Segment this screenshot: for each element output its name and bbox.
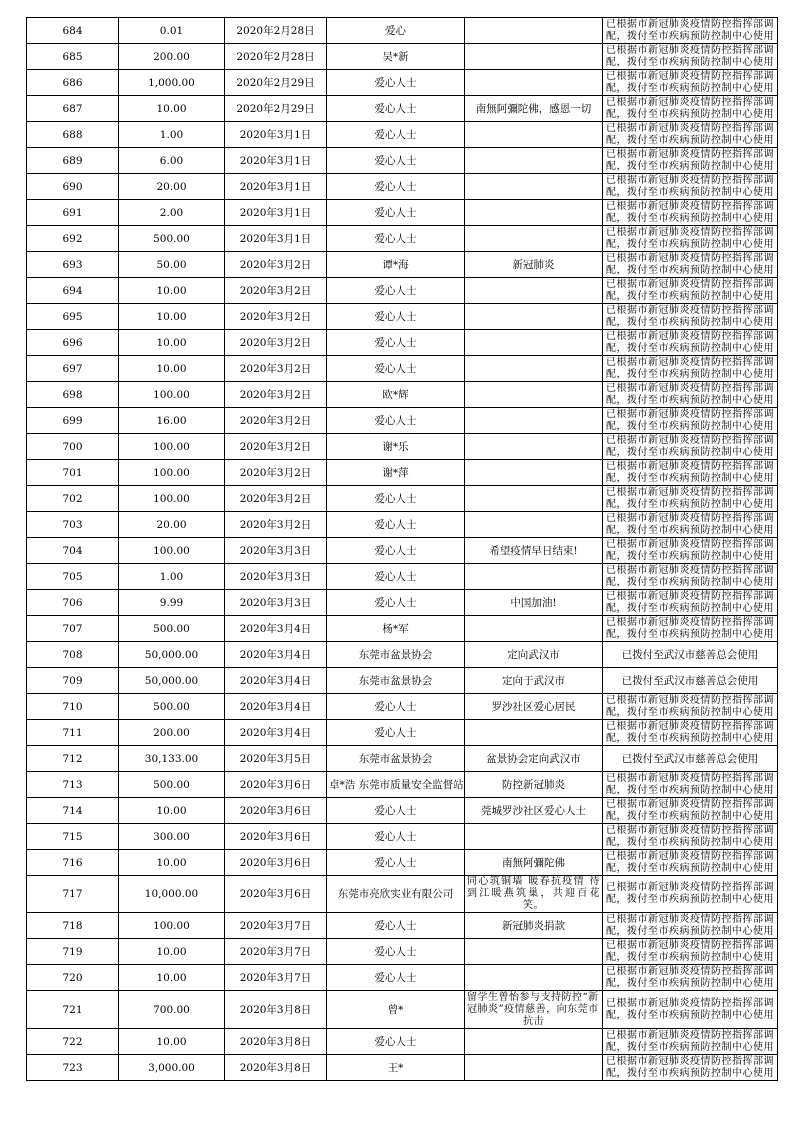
table-row bbox=[27, 44, 778, 70]
date-cell: 2020年3月7日 bbox=[225, 939, 327, 965]
date-cell: 2020年3月7日 bbox=[225, 913, 327, 939]
note-cell: 新冠肺炎捐款 bbox=[465, 913, 603, 939]
note-cell bbox=[465, 939, 603, 965]
serial-number-cell: 722 bbox=[27, 1029, 119, 1055]
amount-cell: 10.00 bbox=[119, 96, 225, 122]
table-row bbox=[27, 876, 778, 913]
usage-cell: 已拨付至武汉市慈善总会使用 bbox=[603, 642, 778, 668]
usage-cell: 已根据市新冠肺炎疫情防控指挥部调配，拨付至市疾病预防控制中心使用 bbox=[603, 148, 778, 174]
table-row bbox=[27, 798, 778, 824]
note-cell bbox=[465, 382, 603, 408]
donor-cell: 爱心人士 bbox=[327, 96, 465, 122]
date-cell: 2020年3月1日 bbox=[225, 174, 327, 200]
note-cell bbox=[465, 1055, 603, 1081]
note-cell bbox=[465, 460, 603, 486]
serial-number-cell: 716 bbox=[27, 850, 119, 876]
date-cell: 2020年3月6日 bbox=[225, 772, 327, 798]
table-row bbox=[27, 772, 778, 798]
donor-cell: 东莞市盆景协会 bbox=[327, 642, 465, 668]
note-cell bbox=[465, 174, 603, 200]
amount-cell: 100.00 bbox=[119, 486, 225, 512]
table-row bbox=[27, 200, 778, 226]
amount-cell: 20.00 bbox=[119, 512, 225, 538]
amount-cell: 100.00 bbox=[119, 382, 225, 408]
table-row bbox=[27, 122, 778, 148]
serial-number-cell: 684 bbox=[27, 18, 119, 44]
note-cell: 盆景协会定向武汉市 bbox=[465, 746, 603, 772]
donor-cell: 王* bbox=[327, 1055, 465, 1081]
serial-number-cell: 690 bbox=[27, 174, 119, 200]
table-row bbox=[27, 382, 778, 408]
amount-cell: 1.00 bbox=[119, 122, 225, 148]
date-cell: 2020年3月6日 bbox=[225, 850, 327, 876]
donor-cell: 爱心人士 bbox=[327, 538, 465, 564]
donor-cell: 爱心人士 bbox=[327, 304, 465, 330]
date-cell: 2020年2月29日 bbox=[225, 96, 327, 122]
usage-cell: 已根据市新冠肺炎疫情防控指挥部调配，拨付至市疾病预防控制中心使用 bbox=[603, 382, 778, 408]
amount-cell: 200.00 bbox=[119, 720, 225, 746]
usage-cell: 已根据市新冠肺炎疫情防控指挥部调配，拨付至市疾病预防控制中心使用 bbox=[603, 434, 778, 460]
serial-number-cell: 710 bbox=[27, 694, 119, 720]
table-row bbox=[27, 304, 778, 330]
note-cell bbox=[465, 564, 603, 590]
table-row bbox=[27, 538, 778, 564]
note-cell: 中国加油! bbox=[465, 590, 603, 616]
date-cell: 2020年3月6日 bbox=[225, 876, 327, 913]
amount-cell: 10.00 bbox=[119, 965, 225, 991]
date-cell: 2020年3月7日 bbox=[225, 965, 327, 991]
table-row bbox=[27, 434, 778, 460]
donor-cell: 爱心人士 bbox=[327, 965, 465, 991]
usage-cell: 已根据市新冠肺炎疫情防控指挥部调配，拨付至市疾病预防控制中心使用 bbox=[603, 226, 778, 252]
amount-cell: 10.00 bbox=[119, 330, 225, 356]
serial-number-cell: 719 bbox=[27, 939, 119, 965]
donor-cell: 东莞市亮欣实业有限公司 bbox=[327, 876, 465, 913]
date-cell: 2020年3月8日 bbox=[225, 1055, 327, 1081]
table-row bbox=[27, 252, 778, 278]
table-row bbox=[27, 330, 778, 356]
usage-cell: 已根据市新冠肺炎疫情防控指挥部调配，拨付至市疾病预防控制中心使用 bbox=[603, 824, 778, 850]
usage-cell: 已根据市新冠肺炎疫情防控指挥部调配，拨付至市疾病预防控制中心使用 bbox=[603, 278, 778, 304]
note-cell bbox=[465, 330, 603, 356]
table-row bbox=[27, 18, 778, 44]
table-row bbox=[27, 96, 778, 122]
serial-number-cell: 712 bbox=[27, 746, 119, 772]
amount-cell: 700.00 bbox=[119, 991, 225, 1029]
serial-number-cell: 701 bbox=[27, 460, 119, 486]
table-row bbox=[27, 590, 778, 616]
amount-cell: 100.00 bbox=[119, 538, 225, 564]
table-row bbox=[27, 356, 778, 382]
date-cell: 2020年3月3日 bbox=[225, 564, 327, 590]
donor-cell: 爱心人士 bbox=[327, 798, 465, 824]
date-cell: 2020年3月2日 bbox=[225, 252, 327, 278]
donor-cell: 爱心人士 bbox=[327, 1029, 465, 1055]
table-row bbox=[27, 642, 778, 668]
table-row bbox=[27, 70, 778, 96]
usage-cell: 已根据市新冠肺炎疫情防控指挥部调配，拨付至市疾病预防控制中心使用 bbox=[603, 96, 778, 122]
amount-cell: 50.00 bbox=[119, 252, 225, 278]
serial-number-cell: 694 bbox=[27, 278, 119, 304]
serial-number-cell: 707 bbox=[27, 616, 119, 642]
usage-cell: 已根据市新冠肺炎疫情防控指挥部调配，拨付至市疾病预防控制中心使用 bbox=[603, 694, 778, 720]
serial-number-cell: 703 bbox=[27, 512, 119, 538]
donor-cell: 卓*浩 东莞市质量安全监督站 bbox=[327, 772, 465, 798]
amount-cell: 50,000.00 bbox=[119, 668, 225, 694]
note-cell bbox=[465, 304, 603, 330]
usage-cell: 已根据市新冠肺炎疫情防控指挥部调配，拨付至市疾病预防控制中心使用 bbox=[603, 616, 778, 642]
donor-cell: 爱心人士 bbox=[327, 590, 465, 616]
serial-number-cell: 723 bbox=[27, 1055, 119, 1081]
date-cell: 2020年3月2日 bbox=[225, 512, 327, 538]
date-cell: 2020年3月2日 bbox=[225, 486, 327, 512]
amount-cell: 300.00 bbox=[119, 824, 225, 850]
note-cell: 留学生曾怡参与支持防控“新冠肺炎”疫情慈善，向东莞市抗击 bbox=[465, 991, 603, 1029]
usage-cell: 已根据市新冠肺炎疫情防控指挥部调配，拨付至市疾病预防控制中心使用 bbox=[603, 44, 778, 70]
serial-number-cell: 706 bbox=[27, 590, 119, 616]
serial-number-cell: 697 bbox=[27, 356, 119, 382]
note-cell bbox=[465, 512, 603, 538]
note-cell: 罗沙社区爱心居民 bbox=[465, 694, 603, 720]
note-cell bbox=[465, 616, 603, 642]
donor-cell: 东莞市盆景协会 bbox=[327, 746, 465, 772]
amount-cell: 10.00 bbox=[119, 356, 225, 382]
donor-cell: 爱心人士 bbox=[327, 174, 465, 200]
amount-cell: 20.00 bbox=[119, 174, 225, 200]
serial-number-cell: 708 bbox=[27, 642, 119, 668]
table-row bbox=[27, 850, 778, 876]
date-cell: 2020年3月2日 bbox=[225, 356, 327, 382]
amount-cell: 100.00 bbox=[119, 434, 225, 460]
usage-cell: 已根据市新冠肺炎疫情防控指挥部调配，拨付至市疾病预防控制中心使用 bbox=[603, 913, 778, 939]
usage-cell: 已拨付至武汉市慈善总会使用 bbox=[603, 746, 778, 772]
donor-cell: 爱心人士 bbox=[327, 850, 465, 876]
donor-cell: 爱心人士 bbox=[327, 278, 465, 304]
date-cell: 2020年3月5日 bbox=[225, 746, 327, 772]
date-cell: 2020年3月6日 bbox=[225, 824, 327, 850]
serial-number-cell: 709 bbox=[27, 668, 119, 694]
note-cell bbox=[465, 18, 603, 44]
donor-cell: 爱心 bbox=[327, 18, 465, 44]
serial-number-cell: 692 bbox=[27, 226, 119, 252]
table-row bbox=[27, 564, 778, 590]
note-cell bbox=[465, 434, 603, 460]
table-row bbox=[27, 460, 778, 486]
amount-cell: 10.00 bbox=[119, 1029, 225, 1055]
date-cell: 2020年3月4日 bbox=[225, 642, 327, 668]
donor-cell: 爱心人士 bbox=[327, 408, 465, 434]
amount-cell: 9.99 bbox=[119, 590, 225, 616]
serial-number-cell: 699 bbox=[27, 408, 119, 434]
usage-cell: 已拨付至武汉市慈善总会使用 bbox=[603, 668, 778, 694]
amount-cell: 3,000.00 bbox=[119, 1055, 225, 1081]
usage-cell: 已根据市新冠肺炎疫情防控指挥部调配，拨付至市疾病预防控制中心使用 bbox=[603, 876, 778, 913]
date-cell: 2020年2月28日 bbox=[225, 44, 327, 70]
table-row bbox=[27, 486, 778, 512]
date-cell: 2020年3月3日 bbox=[225, 590, 327, 616]
donation-table-body bbox=[27, 18, 778, 1081]
usage-cell: 已根据市新冠肺炎疫情防控指挥部调配，拨付至市疾病预防控制中心使用 bbox=[603, 512, 778, 538]
usage-cell: 已根据市新冠肺炎疫情防控指挥部调配，拨付至市疾病预防控制中心使用 bbox=[603, 70, 778, 96]
usage-cell: 已根据市新冠肺炎疫情防控指挥部调配，拨付至市疾病预防控制中心使用 bbox=[603, 772, 778, 798]
donor-cell: 欧*辉 bbox=[327, 382, 465, 408]
note-cell bbox=[465, 965, 603, 991]
note-cell bbox=[465, 44, 603, 70]
date-cell: 2020年3月8日 bbox=[225, 991, 327, 1029]
table-row bbox=[27, 616, 778, 642]
table-row bbox=[27, 148, 778, 174]
usage-cell: 已根据市新冠肺炎疫情防控指挥部调配，拨付至市疾病预防控制中心使用 bbox=[603, 798, 778, 824]
date-cell: 2020年3月2日 bbox=[225, 434, 327, 460]
note-cell: 南無阿彌陀佛 bbox=[465, 850, 603, 876]
serial-number-cell: 696 bbox=[27, 330, 119, 356]
note-cell: 莞城罗沙社区爱心人士 bbox=[465, 798, 603, 824]
date-cell: 2020年3月2日 bbox=[225, 330, 327, 356]
usage-cell: 已根据市新冠肺炎疫情防控指挥部调配，拨付至市疾病预防控制中心使用 bbox=[603, 174, 778, 200]
donor-cell: 爱心人士 bbox=[327, 564, 465, 590]
donor-cell: 吴*新 bbox=[327, 44, 465, 70]
donor-cell: 爱心人士 bbox=[327, 330, 465, 356]
donor-cell: 爱心人士 bbox=[327, 122, 465, 148]
donor-cell: 爱心人士 bbox=[327, 200, 465, 226]
note-cell bbox=[465, 486, 603, 512]
note-cell bbox=[465, 720, 603, 746]
amount-cell: 10.00 bbox=[119, 939, 225, 965]
amount-cell: 10.00 bbox=[119, 798, 225, 824]
amount-cell: 10,000.00 bbox=[119, 876, 225, 913]
serial-number-cell: 713 bbox=[27, 772, 119, 798]
usage-cell: 已根据市新冠肺炎疫情防控指挥部调配，拨付至市疾病预防控制中心使用 bbox=[603, 991, 778, 1029]
serial-number-cell: 685 bbox=[27, 44, 119, 70]
serial-number-cell: 695 bbox=[27, 304, 119, 330]
serial-number-cell: 714 bbox=[27, 798, 119, 824]
date-cell: 2020年2月29日 bbox=[225, 70, 327, 96]
donor-cell: 爱心人士 bbox=[327, 148, 465, 174]
donation-table bbox=[26, 17, 778, 1081]
note-cell bbox=[465, 226, 603, 252]
date-cell: 2020年3月6日 bbox=[225, 798, 327, 824]
usage-cell: 已根据市新冠肺炎疫情防控指挥部调配，拨付至市疾病预防控制中心使用 bbox=[603, 1029, 778, 1055]
serial-number-cell: 698 bbox=[27, 382, 119, 408]
date-cell: 2020年3月2日 bbox=[225, 278, 327, 304]
donor-cell: 谢*乐 bbox=[327, 434, 465, 460]
table-row bbox=[27, 939, 778, 965]
note-cell: 定向于武汉市 bbox=[465, 668, 603, 694]
table-row bbox=[27, 746, 778, 772]
usage-cell: 已根据市新冠肺炎疫情防控指挥部调配，拨付至市疾病预防控制中心使用 bbox=[603, 18, 778, 44]
amount-cell: 10.00 bbox=[119, 304, 225, 330]
note-cell: 防控新冠肺炎 bbox=[465, 772, 603, 798]
usage-cell: 已根据市新冠肺炎疫情防控指挥部调配，拨付至市疾病预防控制中心使用 bbox=[603, 564, 778, 590]
usage-cell: 已根据市新冠肺炎疫情防控指挥部调配，拨付至市疾病预防控制中心使用 bbox=[603, 939, 778, 965]
table-row bbox=[27, 278, 778, 304]
date-cell: 2020年3月4日 bbox=[225, 720, 327, 746]
table-row bbox=[27, 694, 778, 720]
amount-cell: 30,133.00 bbox=[119, 746, 225, 772]
amount-cell: 2.00 bbox=[119, 200, 225, 226]
table-row bbox=[27, 824, 778, 850]
serial-number-cell: 717 bbox=[27, 876, 119, 913]
amount-cell: 16.00 bbox=[119, 408, 225, 434]
serial-number-cell: 691 bbox=[27, 200, 119, 226]
usage-cell: 已根据市新冠肺炎疫情防控指挥部调配，拨付至市疾病预防控制中心使用 bbox=[603, 850, 778, 876]
usage-cell: 已根据市新冠肺炎疫情防控指挥部调配，拨付至市疾病预防控制中心使用 bbox=[603, 408, 778, 434]
date-cell: 2020年3月2日 bbox=[225, 304, 327, 330]
date-cell: 2020年3月1日 bbox=[225, 200, 327, 226]
serial-number-cell: 720 bbox=[27, 965, 119, 991]
note-cell bbox=[465, 278, 603, 304]
serial-number-cell: 693 bbox=[27, 252, 119, 278]
usage-cell: 已根据市新冠肺炎疫情防控指挥部调配，拨付至市疾病预防控制中心使用 bbox=[603, 252, 778, 278]
amount-cell: 500.00 bbox=[119, 616, 225, 642]
donor-cell: 爱心人士 bbox=[327, 720, 465, 746]
usage-cell: 已根据市新冠肺炎疫情防控指挥部调配，拨付至市疾病预防控制中心使用 bbox=[603, 538, 778, 564]
serial-number-cell: 721 bbox=[27, 991, 119, 1029]
serial-number-cell: 700 bbox=[27, 434, 119, 460]
donor-cell: 爱心人士 bbox=[327, 913, 465, 939]
date-cell: 2020年3月2日 bbox=[225, 408, 327, 434]
date-cell: 2020年3月4日 bbox=[225, 694, 327, 720]
serial-number-cell: 718 bbox=[27, 913, 119, 939]
amount-cell: 1.00 bbox=[119, 564, 225, 590]
note-cell: 希望疫情早日结束! bbox=[465, 538, 603, 564]
amount-cell: 100.00 bbox=[119, 460, 225, 486]
serial-number-cell: 687 bbox=[27, 96, 119, 122]
table-row bbox=[27, 720, 778, 746]
serial-number-cell: 686 bbox=[27, 70, 119, 96]
note-cell bbox=[465, 70, 603, 96]
date-cell: 2020年3月4日 bbox=[225, 668, 327, 694]
amount-cell: 0.01 bbox=[119, 18, 225, 44]
usage-cell: 已根据市新冠肺炎疫情防控指挥部调配，拨付至市疾病预防控制中心使用 bbox=[603, 1055, 778, 1081]
note-cell: 新冠肺炎 bbox=[465, 252, 603, 278]
donor-cell: 爱心人士 bbox=[327, 356, 465, 382]
donor-cell: 爱心人士 bbox=[327, 824, 465, 850]
date-cell: 2020年3月1日 bbox=[225, 148, 327, 174]
usage-cell: 已根据市新冠肺炎疫情防控指挥部调配，拨付至市疾病预防控制中心使用 bbox=[603, 122, 778, 148]
date-cell: 2020年2月28日 bbox=[225, 18, 327, 44]
note-cell bbox=[465, 1029, 603, 1055]
donation-record-sheet bbox=[26, 17, 777, 1081]
amount-cell: 100.00 bbox=[119, 913, 225, 939]
date-cell: 2020年3月1日 bbox=[225, 226, 327, 252]
note-cell bbox=[465, 200, 603, 226]
serial-number-cell: 702 bbox=[27, 486, 119, 512]
donor-cell: 爱心人士 bbox=[327, 486, 465, 512]
amount-cell: 50,000.00 bbox=[119, 642, 225, 668]
amount-cell: 200.00 bbox=[119, 44, 225, 70]
table-row bbox=[27, 174, 778, 200]
usage-cell: 已根据市新冠肺炎疫情防控指挥部调配，拨付至市疾病预防控制中心使用 bbox=[603, 356, 778, 382]
donor-cell: 谭*海 bbox=[327, 252, 465, 278]
date-cell: 2020年3月3日 bbox=[225, 538, 327, 564]
usage-cell: 已根据市新冠肺炎疫情防控指挥部调配，拨付至市疾病预防控制中心使用 bbox=[603, 460, 778, 486]
amount-cell: 500.00 bbox=[119, 694, 225, 720]
note-cell bbox=[465, 824, 603, 850]
table-row bbox=[27, 226, 778, 252]
donor-cell: 杨*军 bbox=[327, 616, 465, 642]
note-cell bbox=[465, 148, 603, 174]
table-row bbox=[27, 512, 778, 538]
donor-cell: 谢*萍 bbox=[327, 460, 465, 486]
table-row bbox=[27, 965, 778, 991]
note-cell bbox=[465, 356, 603, 382]
usage-cell: 已根据市新冠肺炎疫情防控指挥部调配，拨付至市疾病预防控制中心使用 bbox=[603, 304, 778, 330]
usage-cell: 已根据市新冠肺炎疫情防控指挥部调配，拨付至市疾病预防控制中心使用 bbox=[603, 720, 778, 746]
serial-number-cell: 689 bbox=[27, 148, 119, 174]
amount-cell: 500.00 bbox=[119, 226, 225, 252]
usage-cell: 已根据市新冠肺炎疫情防控指挥部调配，拨付至市疾病预防控制中心使用 bbox=[603, 330, 778, 356]
date-cell: 2020年3月2日 bbox=[225, 460, 327, 486]
donor-cell: 爱心人士 bbox=[327, 512, 465, 538]
table-row bbox=[27, 1029, 778, 1055]
usage-cell: 已根据市新冠肺炎疫情防控指挥部调配，拨付至市疾病预防控制中心使用 bbox=[603, 965, 778, 991]
usage-cell: 已根据市新冠肺炎疫情防控指挥部调配，拨付至市疾病预防控制中心使用 bbox=[603, 486, 778, 512]
amount-cell: 6.00 bbox=[119, 148, 225, 174]
note-cell: 南無阿彌陀佛，感恩一切 bbox=[465, 96, 603, 122]
donor-cell: 爱心人士 bbox=[327, 70, 465, 96]
date-cell: 2020年3月2日 bbox=[225, 382, 327, 408]
date-cell: 2020年3月8日 bbox=[225, 1029, 327, 1055]
amount-cell: 1,000.00 bbox=[119, 70, 225, 96]
note-cell: 定向武汉市 bbox=[465, 642, 603, 668]
table-row bbox=[27, 913, 778, 939]
amount-cell: 10.00 bbox=[119, 850, 225, 876]
donor-cell: 爱心人士 bbox=[327, 694, 465, 720]
serial-number-cell: 704 bbox=[27, 538, 119, 564]
serial-number-cell: 711 bbox=[27, 720, 119, 746]
donor-cell: 爱心人士 bbox=[327, 226, 465, 252]
serial-number-cell: 688 bbox=[27, 122, 119, 148]
table-row bbox=[27, 1055, 778, 1081]
donor-cell: 东莞市盆景协会 bbox=[327, 668, 465, 694]
table-row bbox=[27, 991, 778, 1029]
serial-number-cell: 715 bbox=[27, 824, 119, 850]
date-cell: 2020年3月4日 bbox=[225, 616, 327, 642]
table-row bbox=[27, 668, 778, 694]
amount-cell: 10.00 bbox=[119, 278, 225, 304]
donor-cell: 爱心人士 bbox=[327, 939, 465, 965]
note-cell bbox=[465, 122, 603, 148]
donor-cell: 曾* bbox=[327, 991, 465, 1029]
amount-cell: 500.00 bbox=[119, 772, 225, 798]
usage-cell: 已根据市新冠肺炎疫情防控指挥部调配，拨付至市疾病预防控制中心使用 bbox=[603, 590, 778, 616]
date-cell: 2020年3月1日 bbox=[225, 122, 327, 148]
note-cell bbox=[465, 408, 603, 434]
note-cell: 同心筑铜墙 暖春抗疫情 待到江暖燕筑巢，共迎百花笑。 bbox=[465, 876, 603, 913]
table-row bbox=[27, 408, 778, 434]
serial-number-cell: 705 bbox=[27, 564, 119, 590]
usage-cell: 已根据市新冠肺炎疫情防控指挥部调配，拨付至市疾病预防控制中心使用 bbox=[603, 200, 778, 226]
